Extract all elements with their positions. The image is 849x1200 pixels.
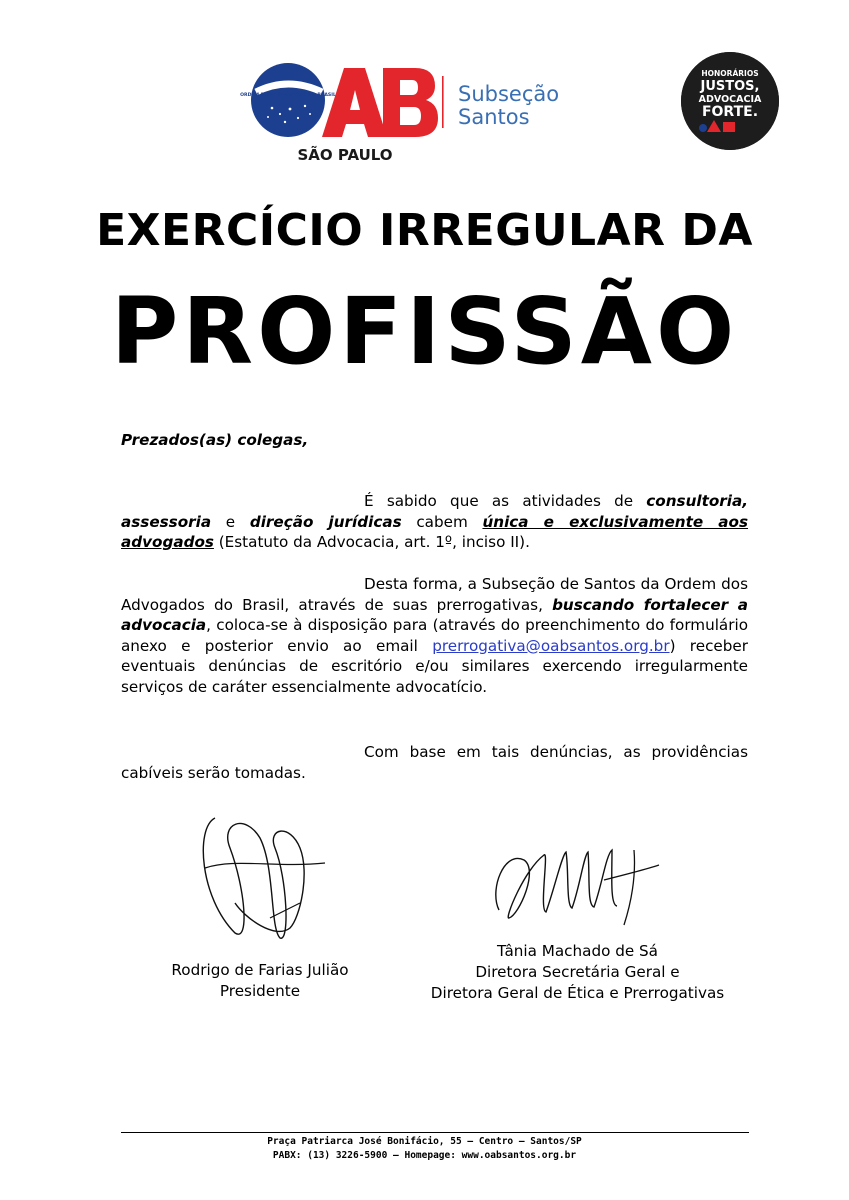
p1-text-4: (Estatuto da Advocacia, art. 1º, inciso II). bbox=[213, 533, 530, 551]
p1-underlined: única e exclusivamente aos advogados bbox=[121, 512, 749, 551]
paragraph-1 bbox=[121, 491, 748, 553]
signer-left-name: Rodrigo de Farias Julião bbox=[171, 961, 349, 979]
globe-seal-icon bbox=[251, 63, 325, 137]
p1-text-2: e bbox=[211, 512, 250, 531]
salutation: Prezados(as) colegas, bbox=[121, 431, 309, 449]
oab-b-letter bbox=[383, 68, 438, 137]
seal-text: ORDEM DOS ADVOGADOS DO BRASIL bbox=[240, 93, 336, 98]
p1-bold-2: direção jurídicas bbox=[249, 512, 402, 531]
badge-line4: FORTE. bbox=[701, 104, 759, 120]
signature-left bbox=[175, 808, 355, 948]
badge-line2: JUSTOS, bbox=[700, 79, 760, 94]
p1-text-1: É sabido que as atividades de bbox=[364, 492, 647, 510]
signer-right-role1: Diretora Secretária Geral e bbox=[475, 963, 680, 981]
p1-bold-1: consultoria, assessoria bbox=[121, 492, 748, 531]
logo-divider bbox=[442, 76, 444, 128]
signer-left bbox=[140, 960, 380, 1002]
title-line2: PROFISSÃO bbox=[110, 278, 739, 385]
signature-right bbox=[484, 830, 664, 930]
paragraph-3 bbox=[121, 742, 748, 783]
p3-text: Com base em tais denúncias, as providências cabíveis serão tomadas. bbox=[121, 743, 748, 782]
oab-logo bbox=[240, 62, 580, 167]
p2-text-1: Desta forma, a Subseção de Santos da Ordem dos Advogados do Brasil, através de suas prerrogativas, bbox=[121, 575, 748, 614]
p1-text-3: cabem bbox=[401, 512, 483, 531]
signer-right bbox=[400, 941, 755, 1004]
p2-bold-1: buscando fortalecer a advocacia bbox=[121, 595, 748, 634]
badge-line3: ADVOCACIA bbox=[698, 94, 762, 105]
email-link[interactable]: prerrogativa@oabsantos.org.br bbox=[432, 636, 670, 655]
footer-rule bbox=[121, 1132, 749, 1133]
logo-region: SÃO PAULO bbox=[297, 146, 393, 164]
logo-subsection-line1: Subseção bbox=[458, 82, 560, 106]
logo-subsection-line2: Santos bbox=[458, 105, 530, 129]
signer-left-role: Presidente bbox=[219, 982, 301, 1000]
title-line1: EXERCÍCIO IRREGULAR DA bbox=[96, 205, 753, 256]
signer-right-name: Tânia Machado de Sá bbox=[496, 942, 658, 960]
signer-right-role2: Diretora Geral de Ética e Prerrogativas bbox=[430, 984, 725, 1002]
campaign-badge bbox=[681, 52, 779, 150]
p2-text-2: , coloca-se à disposição para (através do preenchimento do formulário anexo e posterior envio ao email bbox=[121, 616, 748, 655]
paragraph-2 bbox=[121, 574, 748, 697]
oab-a-letter bbox=[322, 68, 387, 137]
footer-contact: PABX: (13) 3226-5900 – Homepage: www.oabsantos.org.br bbox=[272, 1150, 577, 1161]
badge-line1: HONORÁRIOS bbox=[701, 69, 759, 78]
p2-text-3: ) receber eventuais denúncias de escritório e/ou similares exercendo irregularmente serviços de caráter essencialmente advocatício. bbox=[121, 636, 748, 696]
footer-address: Praça Patriarca José Bonifácio, 55 – Centro – Santos/SP bbox=[267, 1136, 582, 1147]
